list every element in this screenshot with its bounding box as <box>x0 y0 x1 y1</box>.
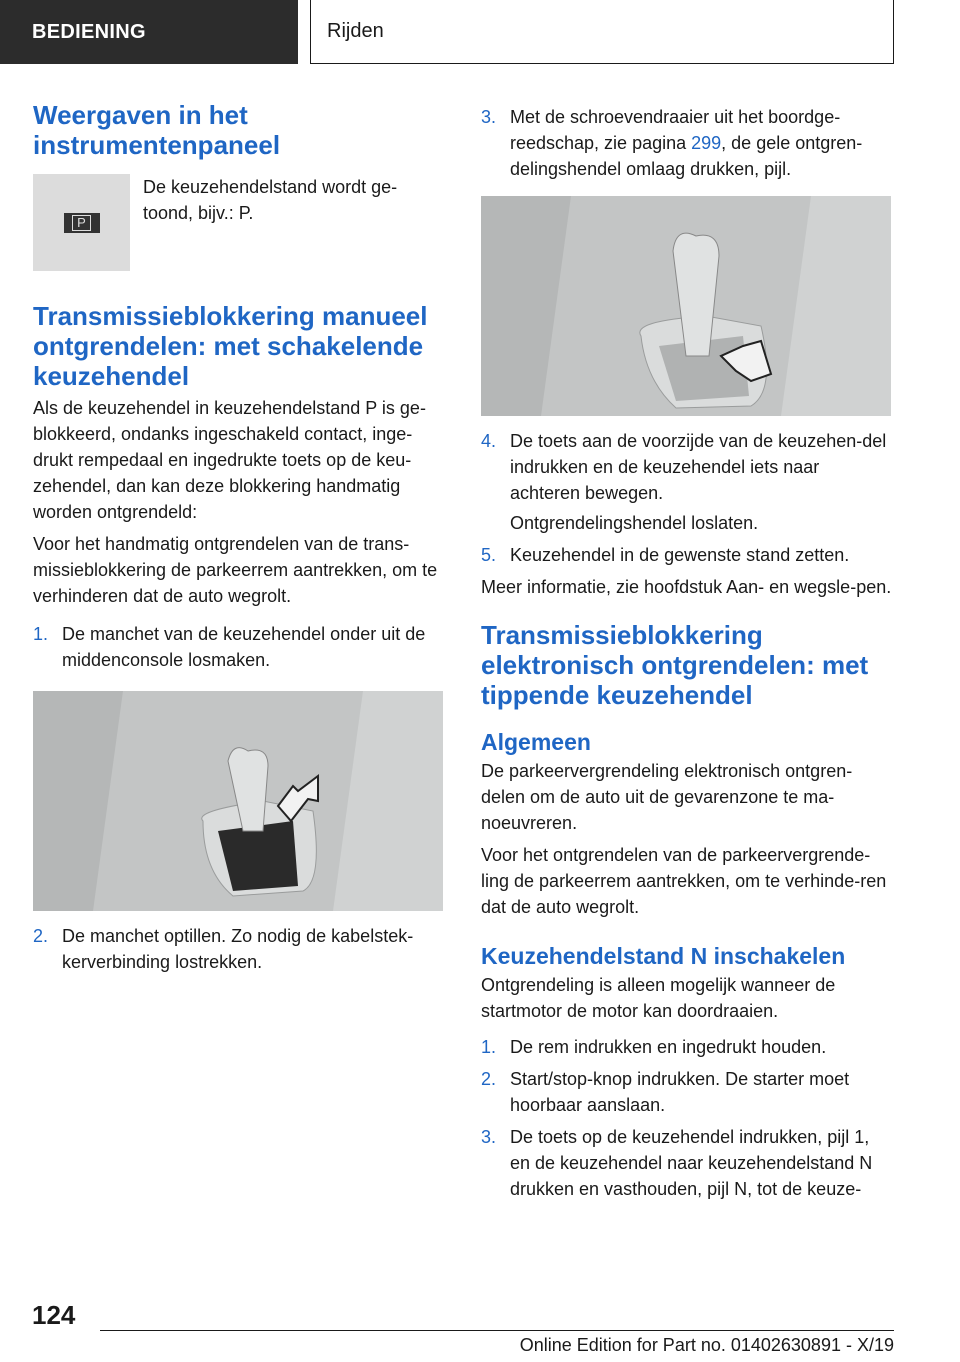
paragraph-parking-brake: Voor het ontgrendelen van de parkeervergrende-ling de parkeerrem aantrekken, om te verhinde-ren dat de auto wegrolt. <box>481 845 887 917</box>
paragraph-condition: Ontgrendeling is alleen mogelijk wanneer de startmotor de motor kan doordraaien. <box>481 975 836 1021</box>
list-item: 1. De rem indrukken en ingedrukt houden. <box>481 1037 827 1057</box>
list-item: 2. Start/stop-knop indrukken. De starter moet hoorbaar aanslaan. <box>481 1069 850 1115</box>
page-link[interactable]: 299 <box>691 133 722 153</box>
p-indicator-icon: P <box>64 213 100 233</box>
heading-general: Algemeen <box>481 729 591 755</box>
list-item: 1. De manchet van de keuzehendel onder uit de middenconsole losmaken. <box>33 624 426 670</box>
display-image <box>33 174 130 271</box>
heading-instrument-display: Weergaven in het instrumentenpaneel <box>33 100 281 160</box>
figure-gear-selector-boot <box>33 691 443 911</box>
paragraph-procedure: Voor het handmatig ontgrendelen van de trans-missieblokkering de parkeerrem aantrekken, om te verhinderen dat de auto wegrolt. <box>33 534 438 606</box>
footer-divider <box>100 1330 894 1331</box>
display-example <box>33 174 445 271</box>
list-item: 4. De toets aan de voorzijde van de keuzehen-del indrukken en de keuzehendel iets naar achteren bewegen. <box>481 431 887 503</box>
left-column <box>33 100 445 975</box>
unlock-lever-illustration <box>481 196 891 416</box>
chapter-title: Rijden <box>327 20 384 42</box>
display-description: De keuzehendelstand wordt ge-toond, bijv.: P. <box>143 177 398 223</box>
paragraph-blocked: Als de keuzehendel in keuzehendelstand P is ge-blokkeerd, ondanks ingeschakeld contact, inge-drukt rempedaal en ingedrukte toets op de keu-zehendel, dan kan deze blokkering handmatig worden ontgrendeld: <box>33 398 426 522</box>
paragraph-parking-lock: De parkeervergrendeling elektronisch ontgren-delen om de auto uit de gevarenzone te ma-noeuvreren. <box>481 761 853 833</box>
section-tab <box>0 0 298 64</box>
heading-manual-unlock: Transmissieblokkering manueel ontgrendelen: met schakelende keuzehendel <box>33 301 428 391</box>
heading-neutral: Keuzehendelstand N inschakelen <box>481 943 846 969</box>
gear-selector-illustration <box>33 691 443 911</box>
right-column <box>481 104 893 1202</box>
list-item: 2. De manchet optillen. Zo nodig de kabelstek-kerverbinding lostrekken. <box>33 926 414 972</box>
paragraph-more-info: Meer informatie, zie hoofdstuk Aan- en wegsle-pen. <box>481 577 892 597</box>
edition-note: Online Edition for Part no. 01402630891 - X/19 <box>519 1335 894 1355</box>
figure-unlock-lever <box>481 196 891 416</box>
section-title: BEDIENING <box>32 20 146 43</box>
list-item: 3. Met de schroevendraaier uit het boordge-reedschap, zie pagina 299, de gele ontgren-delingshendel omlaag drukken, pijl. <box>481 107 863 179</box>
list-item: 3. De toets op de keuzehendel indrukken, pijl 1, en de keuzehendel naar keuzehendelstand N drukken en vasthouden, pijl N, tot de keuze- <box>481 1127 873 1199</box>
list-item: 5. Keuzehendel in de gewenste stand zetten. <box>481 545 850 565</box>
heading-electronic-unlock: Transmissieblokkering elektronisch ontgrendelen: met tippende keuzehendel <box>481 620 869 710</box>
chapter-tab <box>310 0 894 64</box>
step-note: Ontgrendelingshendel loslaten. <box>510 513 759 533</box>
page-number: 124 <box>32 1300 76 1330</box>
